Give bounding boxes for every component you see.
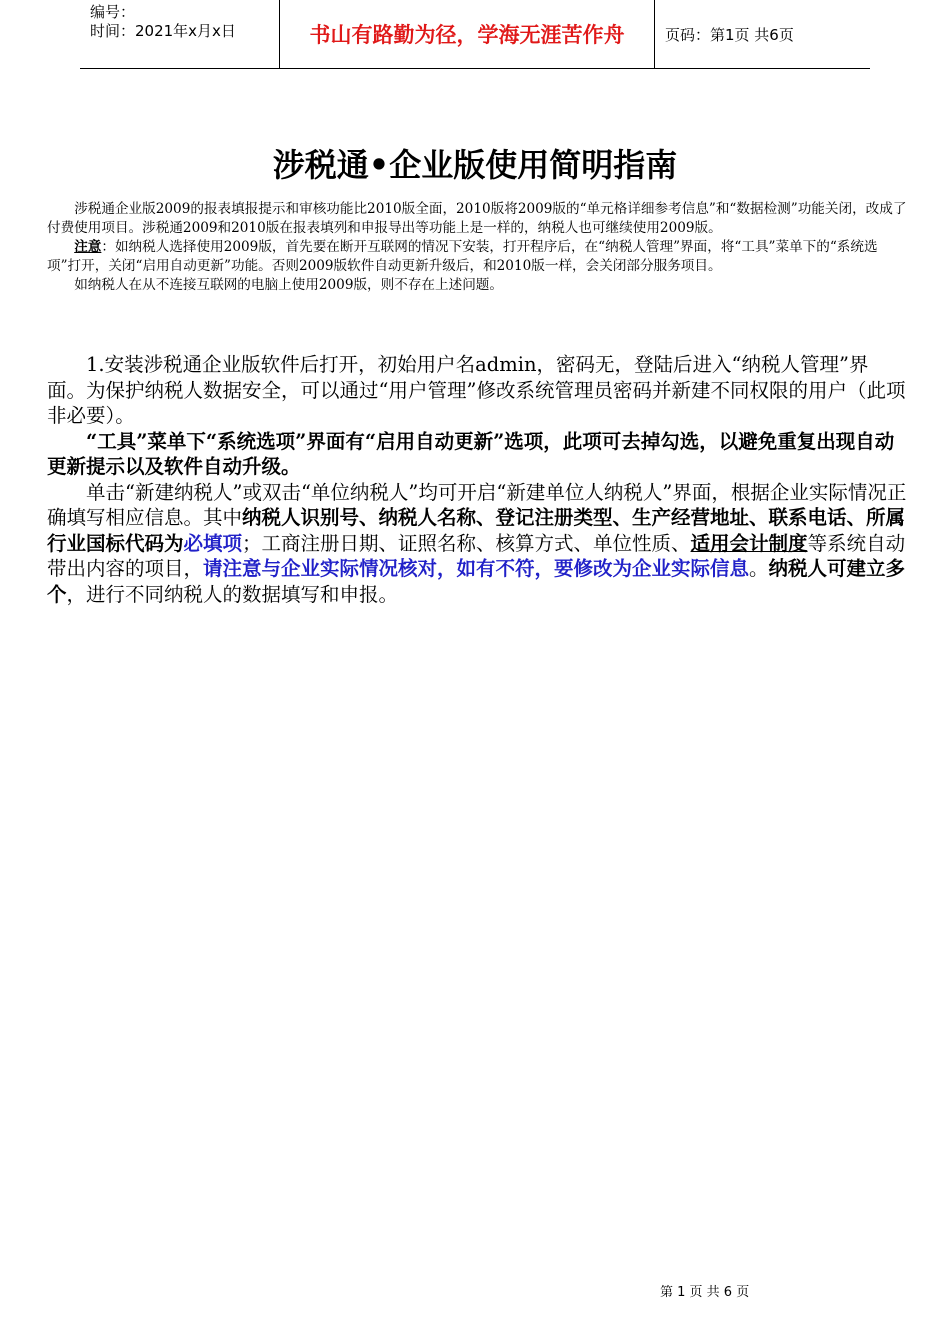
header-page-info: 页码：第1页 共6页 xyxy=(665,25,794,44)
required-label: 必填项 xyxy=(183,531,243,555)
text-span: ；工商注册日期、证照名称、核算方式、单位性质、 xyxy=(242,531,691,555)
body-section xyxy=(47,352,907,607)
step-1-paragraph: 1.安装涉税通企业版软件后打开，初始用户名admin，密码无，登陆后进入“纳税人管理”界面。为保护纳税人数据安全，可以通过“用户管理”修改系统管理员密码并新建不同权限的用户（此项非必要）。 xyxy=(47,353,906,427)
intro-paragraph-3: 如纳税人在从不连接互联网的电脑上使用2009版，则不存在上述问题。 xyxy=(74,277,503,293)
document-title: 涉税通•企业版使用简明指南 xyxy=(272,146,678,184)
number-label: 编号： xyxy=(90,3,136,21)
multiple-taxpayers-text: 纳税人可建立多个 xyxy=(47,557,906,606)
text-span: ，进行不同纳税人的数据填写和申报。 xyxy=(66,582,399,606)
note-paragraph xyxy=(47,238,907,276)
note-text: ：如纳税人选择使用2009版，首先要在断开互联网的情况下安装，打开程序后，在“纳税人管理”界面，将“工具”菜单下的“系统选项”打开，关闭“启用自动更新”功能。否则2009版软件自动更新升级后，和2010版一样，会关闭部分服务项目。 xyxy=(47,239,878,274)
time-label: 时间：2021年x月x日 xyxy=(90,22,236,40)
intro-paragraph-1: 涉税通企业版2009的报表填报提示和审核功能比2010版全面，2010版将2009版的“单元格详细参考信息”和“数据检测”功能关闭，改成了付费使用项目。涉税通2009和2010版在报表填列和申报导出等功能上是一样的，纳税人也可继续使用2009版。 xyxy=(47,201,907,236)
text-span: 单击“新建纳税人”或双击“单位纳税人”均可开启“新建单位人纳税人”界面，根据企业实际情况正确填写相应信息。其中 xyxy=(47,480,907,529)
text-span: 。 xyxy=(749,557,769,580)
required-fields-text: 纳税人识别号、纳税人名称、登记注册类型、生产经营地址、联系电话、所属行业国标代码为 xyxy=(47,506,906,555)
text-span: 等系统自动带出内容的项目， xyxy=(47,531,906,580)
note-label: 注意 xyxy=(74,239,102,255)
new-taxpayer-paragraph xyxy=(47,480,907,608)
accounting-system-text: 适用会计制度 xyxy=(690,531,808,555)
tools-note-paragraph: “工具”菜单下“系统选项”界面有“启用自动更新”选项，此项可去掉勾选，以避免重复出现自动更新提示以及软件自动升级。 xyxy=(47,429,895,478)
header-meta xyxy=(80,0,280,68)
page-footer: 第 1 页 共 6 页 xyxy=(660,1285,750,1300)
page-header xyxy=(80,0,870,69)
verify-warning-text: 请注意与企业实际情况核对，如有不符，要修改为企业实际信息 xyxy=(203,557,750,580)
header-motto: 书山有路勤为径，学海无涯苦作舟 xyxy=(280,0,655,68)
intro-section xyxy=(47,200,907,295)
